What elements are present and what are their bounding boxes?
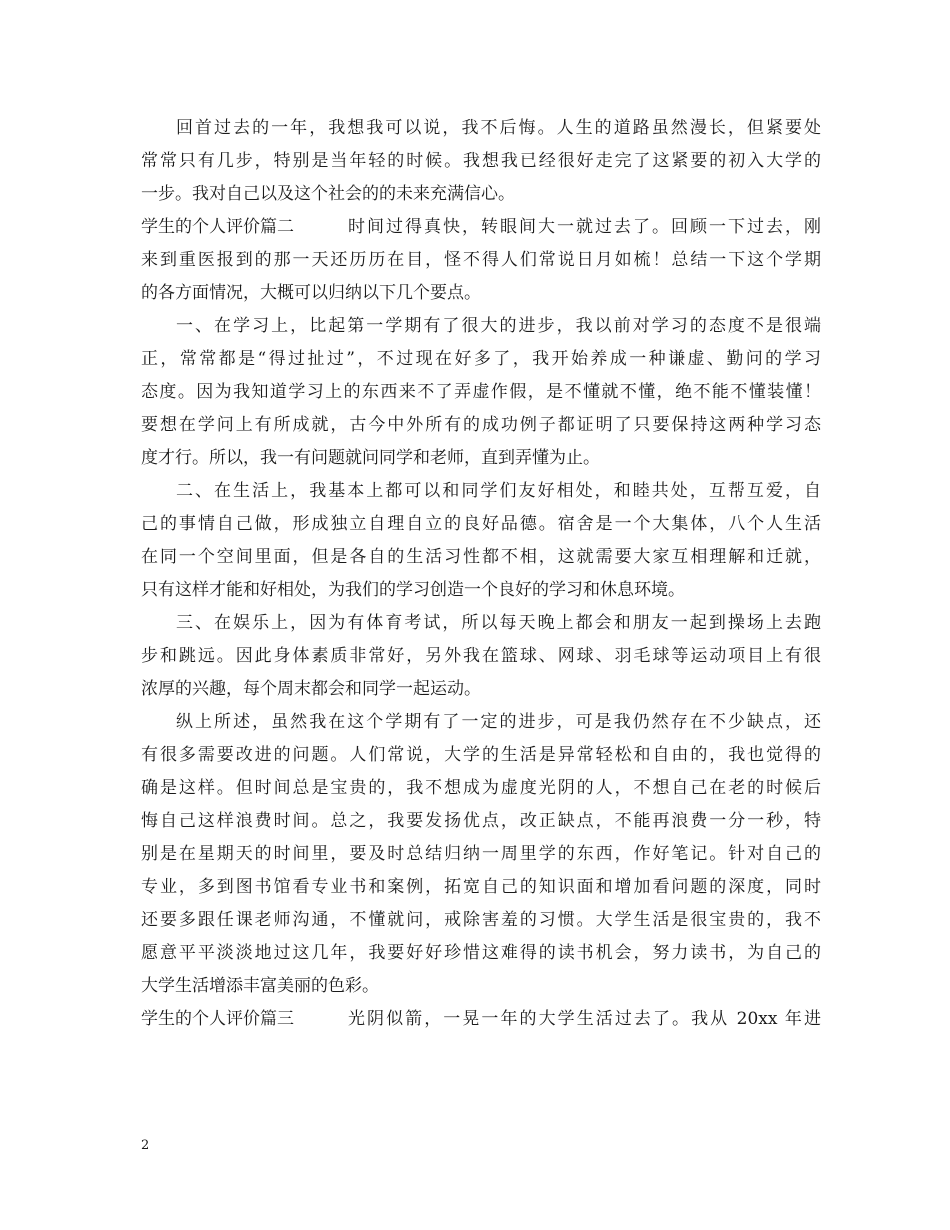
paragraph-line: 只有这样才能和好相处，为我们的学习创造一个良好的学习和休息环境。 bbox=[141, 580, 685, 600]
document-body bbox=[141, 112, 821, 1036]
heading-spacer bbox=[294, 211, 348, 244]
paragraph-line: 有很多需要改进的问题。人们常说，大学的生活是异常轻松和自由的，我也觉得的 bbox=[141, 745, 821, 765]
section-heading: 学生的个人评价篇三 bbox=[141, 1009, 294, 1029]
paragraph-line: 常常只有几步，特别是当年轻的时候。我想我已经很好走完了这紧要的初入大学的 bbox=[141, 151, 821, 171]
paragraph-line: 一步。我对自己以及这个社会的的未来充满信心。 bbox=[141, 184, 515, 204]
paragraph-text: 时间过得真快，转眼间大一就过去了。回顾一下过去，刚 bbox=[348, 217, 821, 237]
paragraph-line: 愿意平平淡淡地过这几年，我要好好珍惜这难得的读书机会，努力读书，为自己的 bbox=[141, 943, 821, 963]
paragraph-line: 浓厚的兴趣，每个周末都会和同学一起运动。 bbox=[141, 679, 481, 699]
paragraph-line: 三、在娱乐上，因为有体育考试，所以每天晚上都会和朋友一起到操场上去跑 bbox=[176, 613, 821, 633]
paragraph-line: 一、在学习上，比起第一学期有了很大的进步，我以前对学习的态度不是很端 bbox=[176, 316, 821, 336]
heading-spacer bbox=[294, 1003, 348, 1036]
paragraph-line: 还要多跟任课老师沟通，不懂就问，戒除害羞的习惯。大学生活是很宝贵的，我不 bbox=[141, 910, 821, 930]
page-number: 2 bbox=[141, 1138, 150, 1153]
paragraph-line: 的各方面情况，大概可以归纳以下几个要点。 bbox=[141, 283, 481, 303]
paragraph-line: 度才行。所以，我一有问题就问同学和老师，直到弄懂为止。 bbox=[141, 448, 600, 468]
section-heading: 学生的个人评价篇二 bbox=[141, 217, 294, 237]
paragraph-line: 步和跳远。因此身体素质非常好，另外我在篮球、网球、羽毛球等运动项目上有很 bbox=[141, 646, 821, 666]
paragraph-line: 在同一个空间里面，但是各自的生活习性都不相，这就需要大家互相理解和迁就， bbox=[141, 547, 821, 567]
paragraph-line: 态度。因为我知道学习上的东西来不了弄虚作假，是不懂就不懂，绝不能不懂装懂！ bbox=[141, 382, 821, 402]
paragraph-line: 纵上所述，虽然我在这个学期有了一定的进步，可是我仍然存在不少缺点，还 bbox=[176, 712, 821, 732]
paragraph-line: 大学生活增添丰富美丽的色彩。 bbox=[141, 976, 379, 996]
paragraph-line: 悔自己这样浪费时间。总之，我要发扬优点，改正缺点，不能再浪费一分一秒，特 bbox=[141, 811, 821, 831]
paragraph-line: 确是这样。但时间总是宝贵的，我不想成为虚度光阴的人，不想自己在老的时候后 bbox=[141, 778, 821, 798]
section-heading-line bbox=[141, 211, 821, 244]
paragraph-line: 来到重医报到的那一天还历历在目，怪不得人们常说日月如梳！总结一下这个学期 bbox=[141, 250, 821, 270]
paragraph-line: 别是在星期天的时间里，要及时总结归纳一周里学的东西，作好笔记。针对自己的 bbox=[141, 844, 821, 864]
paragraph-line: 正，常常都是“得过扯过”，不过现在好多了，我开始养成一种谦虚、勤问的学习 bbox=[141, 349, 821, 369]
paragraph-line: 己的事情自己做，形成独立自理自立的良好品德。宿舍是一个大集体，八个人生活 bbox=[141, 514, 821, 534]
paragraph-line: 专业，多到图书馆看专业书和案例，拓宽自己的知识面和增加看问题的深度，同时 bbox=[141, 877, 821, 897]
paragraph-line: 回首过去的一年，我想我可以说，我不后悔。人生的道路虽然漫长，但紧要处 bbox=[176, 118, 821, 138]
paragraph-line: 二、在生活上，我基本上都可以和同学们友好相处，和睦共处，互帮互爱，自 bbox=[176, 481, 821, 501]
section-heading-line bbox=[141, 1003, 821, 1036]
paragraph-line: 要想在学问上有所成就，古今中外所有的成功例子都证明了只要保持这两种学习态 bbox=[141, 415, 821, 435]
paragraph-text: 光阴似箭，一晃一年的大学生活过去了。我从 20xx 年进 bbox=[348, 1009, 821, 1029]
